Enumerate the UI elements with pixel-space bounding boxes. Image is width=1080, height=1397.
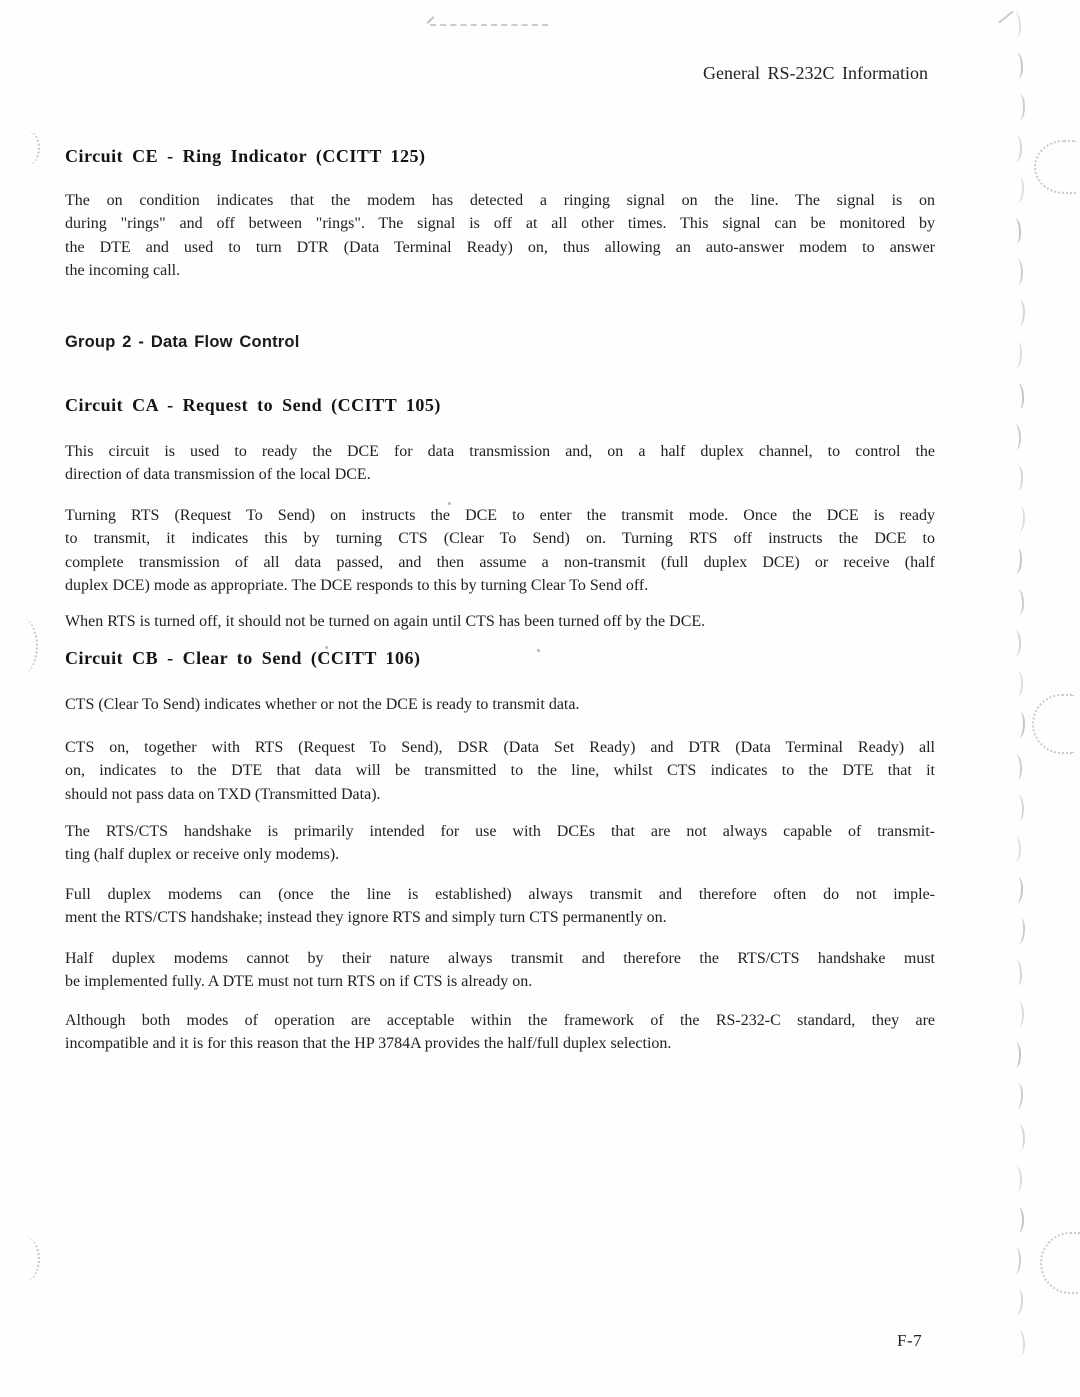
text-line: be implemented fully. A DTE must not turn RTS on if CTS is already on. <box>65 973 533 991</box>
text-line: complete transmission of all data passed, and then assume a non-transmit (full duplex DCE) or receive (half <box>65 553 935 571</box>
paragraph-circuit-cb-1 <box>65 693 935 716</box>
binding-ring-mark <box>1011 1083 1023 1110</box>
text-line: Full duplex modems can (once the line is established) always transmit and therefore often do not imple- <box>65 886 935 903</box>
binding-ring-mark <box>1010 1248 1022 1274</box>
paragraph-circuit-cb-6 <box>65 1009 935 1056</box>
text-line: ting (half duplex or receive only modems). <box>65 846 340 864</box>
heading-circuit-ca: Circuit CA - Request to Send (CCITT 105) <box>65 395 441 415</box>
binding-ring-mark <box>1012 589 1024 616</box>
paragraph-circuit-ca-2 <box>65 504 935 598</box>
punch-hole-mark <box>8 1236 40 1282</box>
binding-ring-mark <box>1012 259 1023 285</box>
binding-ring-mark <box>1010 341 1022 368</box>
text-line: duplex DCE) mode as appropriate. The DCE responds to this by turning Clear To Send off. <box>65 577 649 595</box>
heading-group-2: Group 2 - Data Flow Control <box>65 333 300 351</box>
binding-ring-mark <box>1010 959 1022 986</box>
text-line: Half duplex modems cannot by their nature always transmit and therefore the RTS/CTS handshake must <box>65 950 935 967</box>
binding-ring-mark <box>1014 506 1026 532</box>
text-line: the DTE and used to turn DTR (Data Terminal Ready) on, thus allowing an auto-answer modem to answer <box>65 238 935 256</box>
punch-hole-mark <box>6 618 38 674</box>
binding-ring-mark <box>1013 1001 1024 1027</box>
paragraph-circuit-cb-4 <box>65 883 935 930</box>
text-line: on, indicates to the DTE that data will be transmitted to the line, whilst CTS indicates to the DTE that it <box>65 762 935 780</box>
binding-ring-mark <box>1013 918 1026 945</box>
binding-ring-mark <box>1012 382 1025 409</box>
text-line: the incoming call. <box>65 262 181 280</box>
text-line: The RTS/CTS handshake is primarily intended for use with DCEs that are not always capable of transmit- <box>65 823 935 840</box>
text-line: should not pass data on TXD (Transmitted Data). <box>65 785 381 803</box>
binding-ring-mark <box>1013 712 1025 739</box>
binding-ring-mark <box>1012 176 1025 203</box>
text-line: Turning RTS (Request To Send) on instructs the DCE to enter the transmit mode. Once the DCE is ready <box>65 507 935 524</box>
text-line: Although both modes of operation are acceptable within the framework of the RS-232-C standard, they are <box>65 1012 935 1029</box>
binding-ring-mark <box>1013 1330 1025 1357</box>
text-line: When RTS is turned off, it should not be turned on again until CTS has been turned off by the DCE. <box>65 613 706 630</box>
text-line: The on condition indicates that the modem has detected a ringing signal on the line. The signal is on <box>65 192 935 209</box>
paragraph-circuit-ca-3 <box>65 610 935 633</box>
scan-speck <box>537 649 540 652</box>
binder-ring-arc <box>1032 694 1074 754</box>
binding-ring-mark <box>1010 630 1021 656</box>
paragraph-circuit-cb-5 <box>65 947 935 994</box>
binding-ring-mark <box>1009 12 1022 39</box>
binding-ring-mark <box>1012 877 1024 903</box>
punch-hole-mark <box>12 130 40 166</box>
page-number: F-7 <box>897 1331 923 1350</box>
text-line: CTS (Clear To Send) indicates whether or not the DCE is ready to transmit data. <box>65 696 580 713</box>
binding-ring-mark <box>1011 1289 1024 1316</box>
binding-ring-mark <box>1014 300 1025 326</box>
text-line: CTS on, together with RTS (Request To Send), DSR (Data Set Ready) and DTR (Data Terminal Ready) all <box>65 739 935 756</box>
binding-ring-mark <box>1013 1124 1026 1151</box>
scan-smudge <box>430 24 548 26</box>
paragraph-circuit-ce-1 <box>65 189 935 283</box>
running-header: General RS-232C Information <box>703 63 928 83</box>
paragraph-circuit-cb-2 <box>65 736 935 806</box>
binding-ring-mark <box>1011 1165 1023 1191</box>
binding-ring-mark <box>1010 836 1021 862</box>
text-line: to transmit, it indicates this by turning CTS (Clear To Send) on. Turning RTS off instructs the DCE to <box>65 530 935 548</box>
scan-smudge-tick <box>427 16 435 24</box>
binding-ring-mark <box>1010 424 1022 450</box>
binder-ring-arc <box>1040 1232 1080 1294</box>
binding-ring-mark <box>1014 94 1025 120</box>
binding-ring-mark <box>1013 795 1025 821</box>
binding-ring-mark <box>1010 547 1023 574</box>
heading-circuit-ce: Circuit CE - Ring Indicator (CCITT 125) <box>65 146 426 166</box>
paragraph-circuit-cb-3 <box>65 820 935 867</box>
text-line: direction of data transmission of the local DCE. <box>65 466 371 484</box>
heading-circuit-cb: Circuit CB - Clear to Send (CCITT 106) <box>65 648 421 668</box>
binder-ring-arc <box>1034 140 1076 194</box>
binding-ring-mark <box>1012 671 1023 697</box>
binding-ring-mark <box>1013 1207 1024 1233</box>
binding-ring-mark <box>1010 753 1023 780</box>
text-line: ment the RTS/CTS handshake; instead they ignore RTS and simply turn CTS permanently on. <box>65 909 667 927</box>
text-line: This circuit is used to ready the DCE for data transmission and, on a half duplex channel, to control the <box>65 443 935 460</box>
binding-ring-mark <box>1012 53 1024 79</box>
binding-ring-mark <box>1009 218 1021 245</box>
text-line: incompatible and it is for this reason that the HP 3784A provides the half/full duplex selection. <box>65 1035 672 1053</box>
binding-ring-mark <box>1012 465 1023 491</box>
binding-ring-mark <box>1010 1042 1021 1068</box>
paragraph-circuit-ca-1 <box>65 440 935 487</box>
binding-ring-mark <box>1011 135 1023 161</box>
text-line: during "rings" and off between "rings". The signal is off at all other times. This signal can be monitored by <box>65 215 935 233</box>
